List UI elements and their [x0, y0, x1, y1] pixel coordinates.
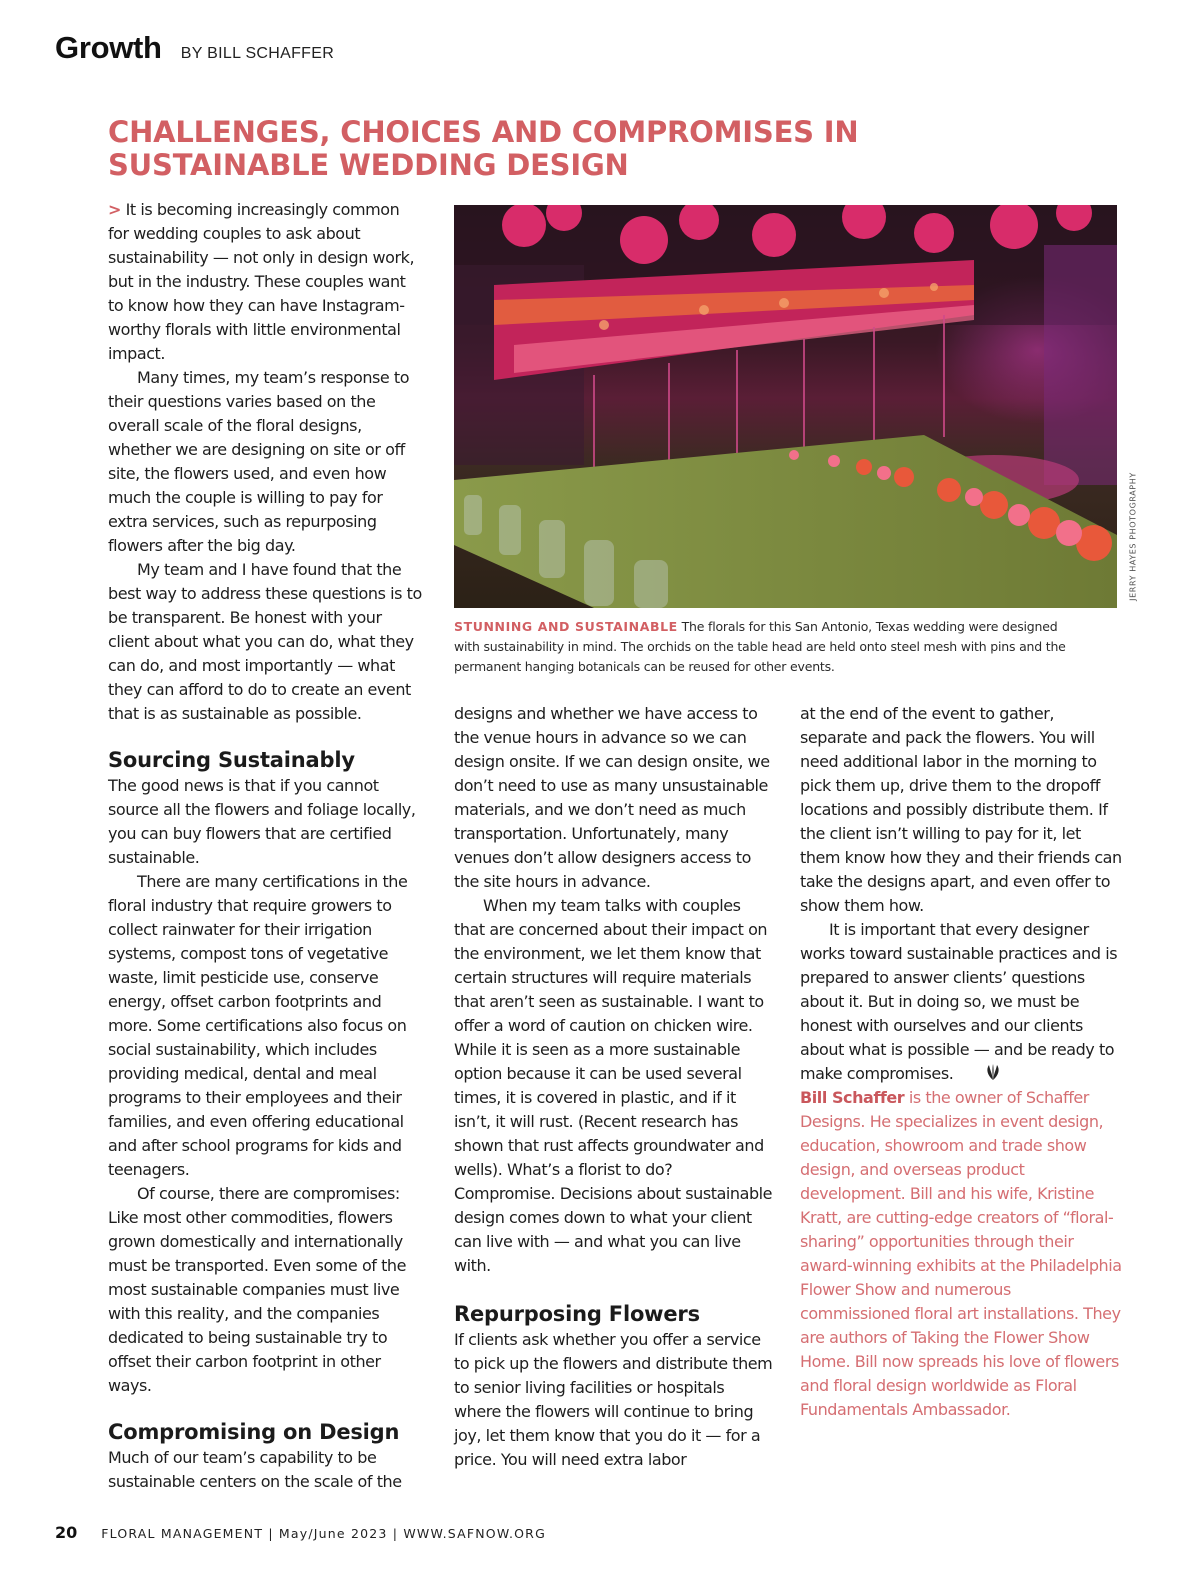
page-number: 20 — [55, 1523, 78, 1542]
paragraph: Of course, there are compromises: Like most other commodities, flowers grown domestically and internationally must be transported. Even some of the most sustainable companies must live with this reality, and the companies dedicated to being sustainable try to offset their carbon footprint in other ways. — [108, 1184, 407, 1395]
caption-lead: STUNNING AND SUSTAINABLE — [454, 619, 678, 634]
paragraph: The good news is that if you cannot source all the flowers and foliage locally, you can buy flowers that are certified sustainable. — [108, 776, 416, 867]
section-label: Growth — [55, 30, 162, 65]
column-2 — [454, 702, 774, 1472]
photo-credit-text: JERRY HAYES PHOTOGRAPHY — [1128, 472, 1138, 601]
wedding-photo-illustration — [454, 205, 1117, 608]
column-3 — [800, 702, 1122, 1422]
page-footer — [55, 1523, 546, 1542]
caption-text: The florals for this San Antonio, Texas wedding were designed — [681, 619, 1058, 634]
intro-text: It is becoming increasingly common for wedding couples to ask about sustainability — not only in design work, but in the industry. These couples want to know how they can have Instagram-worthy florals with little environmental impact. — [108, 200, 415, 363]
subhead-compromising: Compromising on Design — [108, 1420, 400, 1444]
article-title — [108, 116, 928, 182]
byline: BY BILL SCHAFFER — [180, 45, 335, 62]
bio-text: is the owner of Schaffer Designs. He specializes in event design, education, showroom and trade show design, and overseas product development. Bill and his wife, Kristine Kratt, are cutting-edge creators of “floral-sharing” opportunities through their award-winning exhibits at the Philadelphia Flower Show and numerous commissioned floral art installations. They are authors of Taking the Flower Show Home. Bill now spreads his love of flowers and floral design worldwide as Floral Fundamentals Ambassador. — [800, 1088, 1122, 1419]
intro-marker: > — [108, 200, 121, 219]
closing-paragraph — [800, 918, 1122, 1086]
closing-text: It is important that every designer works toward sustainable practices and is prepared to answer clients’ questions about it. But in doing so, we must be honest with ourselves and our clients about what is possible — and be ready to make compromises. — [800, 920, 1118, 1083]
title-line-2: SUSTAINABLE WEDDING DESIGN — [108, 148, 629, 182]
caption-line-1 — [454, 617, 1122, 637]
footer-text: FLORAL MANAGEMENT | May/June 2023 | WWW.SAFNOW.ORG — [101, 1526, 546, 1541]
photo-caption — [454, 617, 1122, 677]
subhead-sourcing: Sourcing Sustainably — [108, 748, 355, 772]
paragraph: My team and I have found that the best way to address these questions is to be transparent. Be honest with your client about what you can do, what they can do, and most importantly — what they can afford to do to create an event that is as sustainable as possible. — [108, 560, 422, 723]
paragraph: When my team talks with couples that are concerned about their impact on the environment, we let them know that certain structures will require materials that aren’t seen as sustainable. I want to offer a word of caution on chicken wire. While it is seen as a more sustainable option because it can be used several times, it is covered in plastic, and if it isn’t, it will rust. (Recent research has shown that rust affects groundwater and wells). What’s a florist to do? Compromise. Decisions about sustainable design comes down to what your client can live with — and what you can live with. — [454, 896, 773, 1275]
wedding-photo — [454, 205, 1117, 608]
caption-line-3: permanent hanging botanicals can be reused for other events. — [454, 659, 835, 674]
caption-line-2: with sustainability in mind. The orchids on the table head are held onto steel mesh with pins and the — [454, 639, 1066, 654]
paragraph: Much of our team’s capability to be sustainable centers on the scale of the — [108, 1448, 402, 1491]
bio-name: Bill Schaffer — [800, 1088, 905, 1107]
title-line-1: CHALLENGES, CHOICES AND COMPROMISES IN — [108, 115, 859, 149]
subhead-repurposing: Repurposing Flowers — [454, 1302, 700, 1326]
paragraph: at the end of the event to gather, separate and pack the flowers. You will need additional labor in the morning to pick them up, drive them to the dropoff locations and possibly distribute them. If the client isn’t willing to pay for it, let them know how they and their friends can take the designs apart, and even offer to show them how. — [800, 704, 1122, 915]
paragraph: designs and whether we have access to the venue hours in advance so we can design onsite. If we can design onsite, we don’t need to use as many unsustainable materials, and we don’t need as much transportation. Unfortunately, many venues don’t allow designers access to the site hours in advance. — [454, 704, 770, 891]
paragraph: Many times, my team’s response to their questions varies based on the overall scale of the floral designs, whether we are designing on site or off site, the flowers used, and even how much the couple is willing to pay for extra services, such as repurposing flowers after the big day. — [108, 368, 410, 555]
paragraph: If clients ask whether you offer a service to pick up the flowers and distribute them to senior living facilities or hospitals where the flowers will continue to bring joy, let them know that you do it — for a price. You will need extra labor — [454, 1330, 773, 1469]
intro-paragraph — [108, 198, 423, 366]
author-bio — [800, 1086, 1122, 1422]
column-1 — [108, 198, 423, 1494]
page-header — [55, 30, 334, 66]
saf-logo-icon — [955, 1063, 973, 1081]
paragraph: There are many certifications in the floral industry that require growers to collect rainwater for their irrigation systems, compost tons of vegetative waste, limit pesticide use, conserve energy, offset carbon footprints and more. Some certifications also focus on social sustainability, which includes providing medical, dental and meal programs to their employees and their families, and even offering educational and after school programs for kids and teenagers. — [108, 872, 408, 1179]
photo-credit — [1128, 470, 1138, 610]
